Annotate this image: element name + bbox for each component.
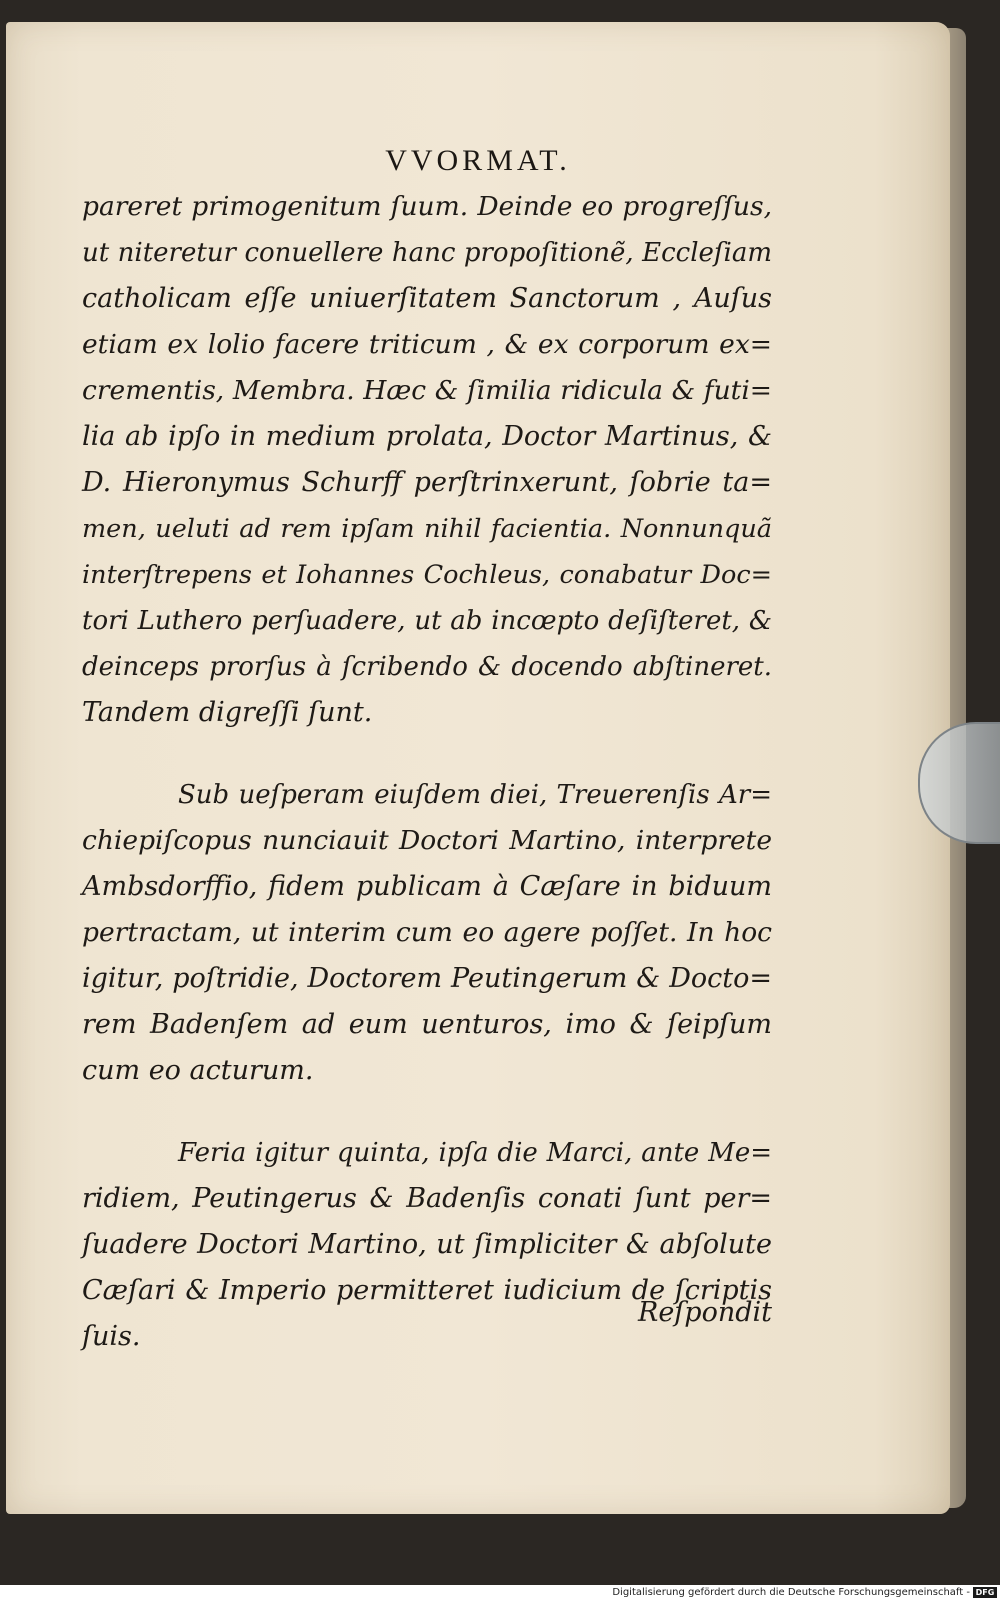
footer-bar bbox=[0, 1585, 1000, 1600]
running-head: VVORMAT. bbox=[385, 144, 571, 177]
text-line: Ambsdorffio, fidem publicam à Cæſare in biduum bbox=[82, 871, 772, 902]
text-line: Cæſari & Imperio permitteret iudicium de ſcriptis bbox=[82, 1275, 772, 1306]
catchword: Reſpondit bbox=[638, 1297, 772, 1328]
text-line: lia ab ipſo in medium prolata, Doctor Martinus, & bbox=[82, 421, 772, 452]
text-line: tori Luthero perſuadere, ut ab incœpto deſiſteret, & bbox=[82, 606, 772, 636]
paragraph-1 bbox=[82, 184, 772, 736]
text-line: rem Badenſem ad eum uenturos, imo & ſeipſum bbox=[82, 1009, 772, 1040]
digitization-credit: Digitalisierung gefördert durch die Deutsche Forschungsgemeinschaft - bbox=[612, 1587, 970, 1598]
text-line: crementis, Membra. Hæc & ſimilia ridicula & futi= bbox=[82, 375, 772, 406]
text-line: catholicam eſſe uniuerſitatem Sanctorum , Auſus bbox=[82, 283, 772, 314]
text-line: Sub ueſperam eiuſdem diei, Treuerenſis Ar= bbox=[178, 780, 772, 810]
text-line: cum eo acturum. bbox=[82, 1055, 314, 1086]
paragraph-2 bbox=[82, 772, 772, 1094]
text-line: Tandem digreſſi ſunt. bbox=[82, 697, 373, 728]
text-line: interſtrepens et Iohannes Cochleus, conabatur Doc= bbox=[82, 560, 772, 590]
text-line: ridiem, Peutingerus & Badenſis conati ſunt per= bbox=[82, 1183, 772, 1214]
text-line: ſuis. bbox=[82, 1321, 141, 1352]
dfg-logo: DFG bbox=[973, 1587, 997, 1598]
text-line: etiam ex lolio facere triticum , & ex corporum ex= bbox=[82, 329, 772, 360]
text-line: D. Hieronymus Schurff perſtrinxerunt, ſobrie ta= bbox=[82, 467, 772, 498]
text-line: igitur, poſtridie, Doctorem Peutingerum & Docto= bbox=[82, 963, 772, 994]
text-line: men, ueluti ad rem ipſam nihil facientia. Nonnunquã bbox=[82, 514, 772, 544]
text-line: deinceps prorſus à ſcribendo & docendo abſtineret. bbox=[82, 652, 772, 682]
text-line: ſuadere Doctori Martino, ut ſimpliciter & abſolute bbox=[82, 1229, 772, 1260]
text-line: pertractam, ut interim cum eo agere poſſet. In hoc bbox=[82, 917, 772, 948]
text-line: ut niteretur conuellere hanc propoſitionẽ, Eccleſiam bbox=[82, 238, 772, 268]
text-line: chiepiſcopus nunciauit Doctori Martino, interprete bbox=[82, 825, 772, 856]
book-page bbox=[6, 22, 950, 1514]
page-body bbox=[82, 184, 772, 1360]
text-line: Feria igitur quinta, ipſa die Marci, ante Me= bbox=[178, 1138, 772, 1168]
text-line: pareret primogenitum ſuum. Deinde eo progreſſus, bbox=[82, 191, 772, 222]
